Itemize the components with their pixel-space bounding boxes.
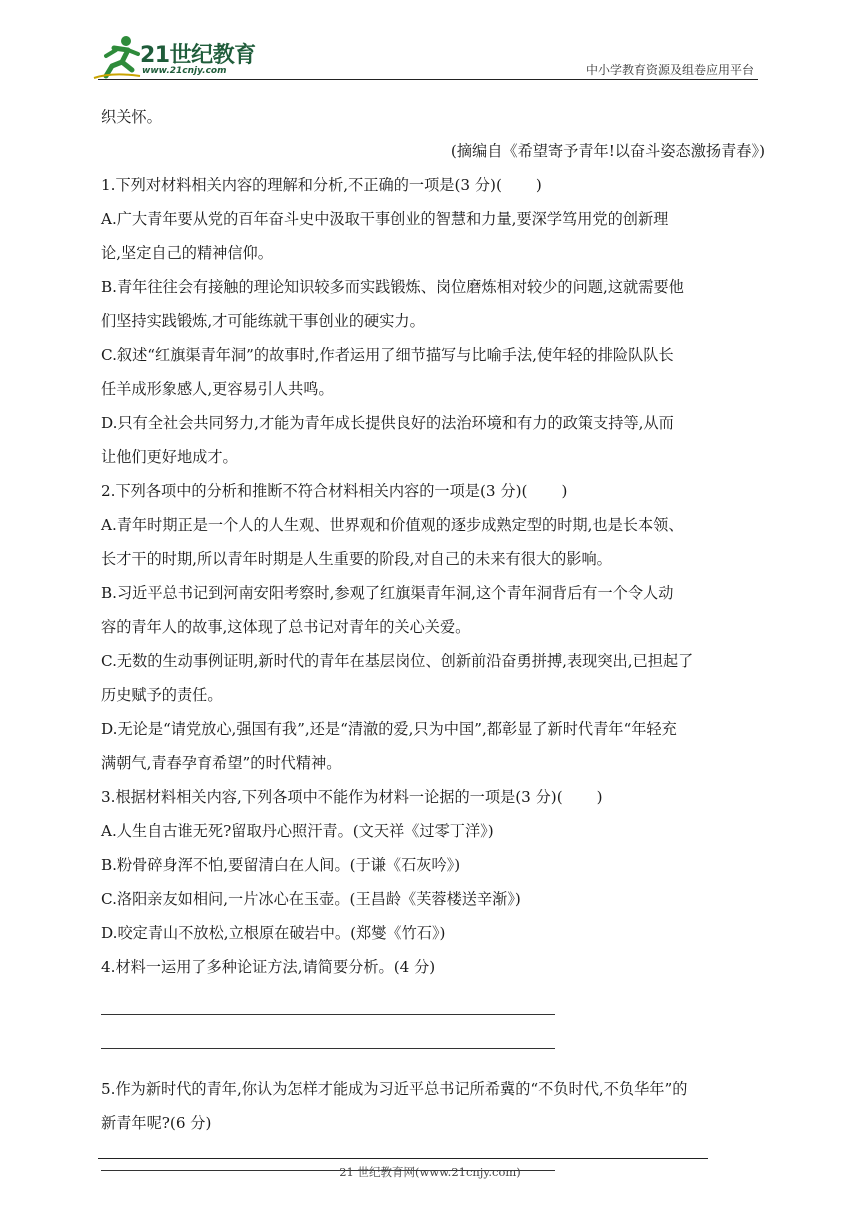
question-1-stem — [101, 168, 765, 202]
option-a-cont: 论,坚定自己的精神信仰。 — [101, 244, 273, 262]
source-citation: (摘编自《希望寄予青年!以奋斗姿态激扬青春》) — [450, 142, 765, 160]
answer-line — [101, 1048, 555, 1049]
option-c-cont: 历史赋予的责任。 — [101, 686, 223, 704]
header-divider — [98, 79, 758, 80]
option-d: D.无论是“请党放心,强国有我”,还是“清澈的爱,只为中国”,都彰显了新时代青年“年轻充 — [101, 720, 677, 738]
option-d: D.只有全社会共同努力,才能为青年成长提供良好的法治环境和有力的政策支持等,从而 — [101, 414, 674, 432]
runner-logo-icon — [92, 34, 142, 80]
page-header — [0, 0, 860, 90]
option-b-cont: 们坚持实践锻炼,才可能练就干事创业的硬实力。 — [101, 312, 425, 330]
option-d-cont: 让他们更好地成才。 — [101, 448, 238, 466]
site-logo[interactable] — [92, 34, 267, 80]
question-2-stem — [101, 474, 765, 508]
option-a: A.广大青年要从党的百年奋斗史中汲取干事创业的智慧和力量,要深学笃用党的创新理 — [101, 210, 669, 228]
option-b-cont: 容的青年人的故事,这体现了总书记对青年的关心关爱。 — [101, 618, 471, 636]
question-4-stem: 4.材料一运用了多种论证方法,请简要分析。(4 分) — [101, 958, 436, 976]
footer-divider — [98, 1158, 708, 1159]
logo-text: 21世纪教育 — [140, 43, 256, 68]
text-line: 织关怀。 — [101, 108, 162, 126]
option-d: D.咬定青山不放松,立根原在破岩中。(郑燮《竹石》) — [101, 924, 446, 942]
exam-content — [101, 100, 765, 1174]
paren-close: ) — [596, 788, 603, 806]
answer-area[interactable] — [101, 1018, 765, 1052]
option-b: B.青年往往会有接触的理论知识较多而实践锻炼、岗位磨炼相对较少的问题,这就需要他 — [101, 278, 684, 296]
page-footer[interactable]: 21 世纪教育网(www.21cnjy.com) — [339, 1165, 521, 1179]
question-5-stem-cont: 新青年呢?(6 分) — [101, 1114, 212, 1132]
option-a: A.人生自古谁无死?留取丹心照汗青。(文天祥《过零丁洋》) — [101, 822, 494, 840]
answer-area[interactable] — [101, 984, 765, 1018]
option-b: B.粉骨碎身浑不怕,要留清白在人间。(于谦《石灰吟》) — [101, 856, 461, 874]
option-c: C.洛阳亲友如相问,一片冰心在玉壶。(王昌龄《芙蓉楼送辛渐》) — [101, 890, 521, 908]
option-b: B.习近平总书记到河南安阳考察时,参观了红旗渠青年洞,这个青年洞背后有一个令人动 — [101, 584, 674, 602]
spacer — [101, 1052, 765, 1072]
option-c: C.无数的生动事例证明,新时代的青年在基层岗位、创新前沿奋勇拼搏,表现突出,已担起了 — [101, 652, 694, 670]
question-stem-text: 2.下列各项中的分析和推断不符合材料相关内容的一项是(3 分)( — [101, 482, 528, 500]
logo-url: www.21cnjy.com — [142, 66, 227, 76]
platform-name: 中小学教育资源及组卷应用平台 — [585, 63, 754, 77]
question-3-stem — [101, 780, 765, 814]
option-c: C.叙述“红旗渠青年洞”的故事时,作者运用了细节描写与比喻手法,使年轻的排险队队长 — [101, 346, 674, 364]
paren-close: ) — [535, 176, 542, 194]
question-stem-text: 1.下列对材料相关内容的理解和分析,不正确的一项是(3 分)( — [101, 176, 502, 194]
question-stem-text: 3.根据材料相关内容,下列各项中不能作为材料一论据的一项是(3 分)( — [101, 788, 563, 806]
question-5-stem: 5.作为新时代的青年,你认为怎样才能成为习近平总书记所希冀的“不负时代,不负华年”的 — [101, 1080, 688, 1098]
paren-close: ) — [561, 482, 568, 500]
option-c-cont: 任羊成形象感人,更容易引人共鸣。 — [101, 380, 334, 398]
option-a-cont: 长才干的时期,所以青年时期是人生重要的阶段,对自己的未来有很大的影响。 — [101, 550, 612, 568]
option-d-cont: 满朝气,青春孕育希望”的时代精神。 — [101, 754, 342, 772]
option-a: A.青年时期正是一个人的人生观、世界观和价值观的逐步成熟定型的时期,也是长本领、 — [101, 516, 684, 534]
answer-line — [101, 1014, 555, 1015]
